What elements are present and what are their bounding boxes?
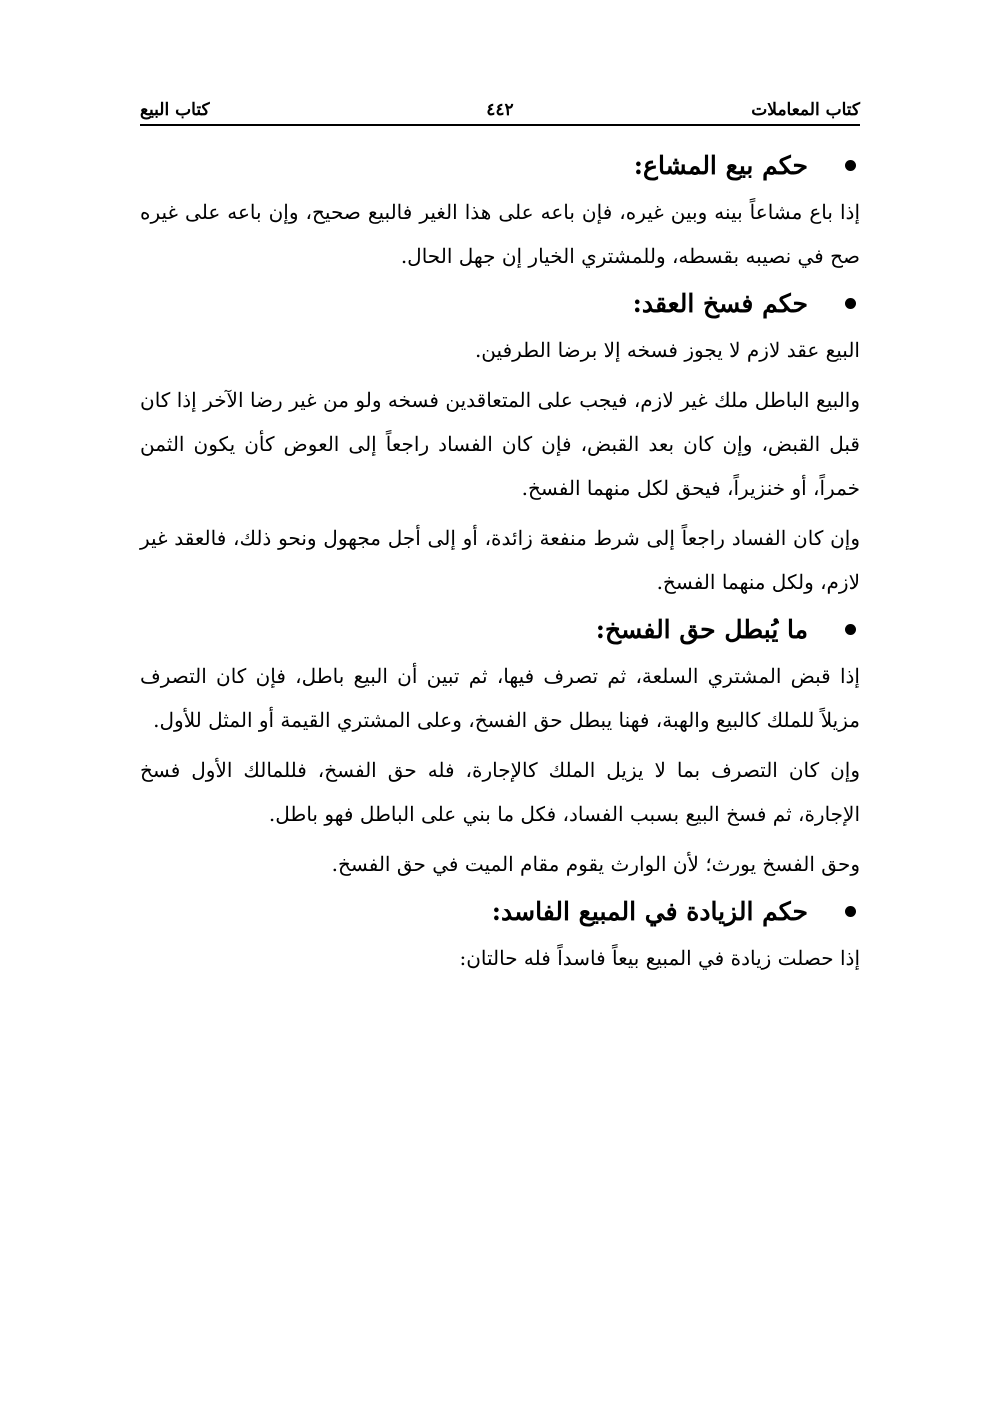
heading-text: حكم فسخ العقد: — [632, 289, 808, 318]
paragraph: وإن كان التصرف بما لا يزيل الملك كالإجارة، فله حق الفسخ، فللمالك الأول فسخ الإجارة، ثم فسخ البيع بسبب الفساد، فكل ما بني على الباطل فهو باطل. — [140, 758, 860, 826]
header-chapter-title: كتاب البيع — [140, 100, 210, 120]
bullet-icon — [845, 624, 856, 635]
section-heading — [140, 610, 860, 650]
bullet-icon — [845, 160, 856, 171]
bullet-icon — [845, 906, 856, 917]
page-number: ٤٤٢ — [486, 100, 514, 120]
running-header — [140, 96, 860, 126]
book-page — [140, 96, 860, 1356]
header-book-title: كتاب المعاملات — [751, 100, 860, 120]
paragraph: إذا باع مشاعاً بينه وبين غيره، فإن باعه على هذا الغير فالبيع صحيح، وإن باعه على غيره صح في نصيبه بقسطه، وللمشتري الخيار إن جهل الحال. — [140, 200, 860, 268]
section-heading — [140, 284, 860, 324]
heading-text: حكم بيع المشاع: — [633, 151, 808, 180]
paragraph: والبيع الباطل ملك غير لازم، فيجب على المتعاقدين فسخه ولو من غير رضا الآخر إذا كان قبل القبض، وإن كان بعد القبض، فإن كان الفساد راجعاً إلى العوض كأن يكون الثمن خمراً، أو خنزيراً، فيحق لكل منهما الفسخ. — [140, 388, 860, 500]
section-heading — [140, 146, 860, 186]
section-heading — [140, 892, 860, 932]
heading-text: حكم الزيادة في المبيع الفاسد: — [491, 897, 808, 926]
heading-text: ما يُبطل حق الفسخ: — [595, 615, 808, 644]
paragraph: إذا قبض المشتري السلعة، ثم تصرف فيها، ثم تبين أن البيع باطل، فإن كان التصرف مزيلاً للملك كالبيع والهبة، فهنا يبطل حق الفسخ، وعلى المشتري القيمة أو المثل للأول. — [140, 664, 860, 732]
paragraph: البيع عقد لازم لا يجوز فسخه إلا برضا الطرفين. — [474, 338, 860, 362]
page-content — [140, 146, 860, 980]
paragraph: وإن كان الفساد راجعاً إلى شرط منفعة زائدة، أو إلى أجل مجهول ونحو ذلك، فالعقد غير لازم، ولكل منهما الفسخ. — [140, 526, 860, 594]
bullet-icon — [845, 298, 856, 309]
paragraph: إذا حصلت زيادة في المبيع بيعاً فاسداً فله حالتان: — [459, 946, 860, 970]
paragraph: وحق الفسخ يورث؛ لأن الوارث يقوم مقام الميت في حق الفسخ. — [331, 852, 860, 876]
